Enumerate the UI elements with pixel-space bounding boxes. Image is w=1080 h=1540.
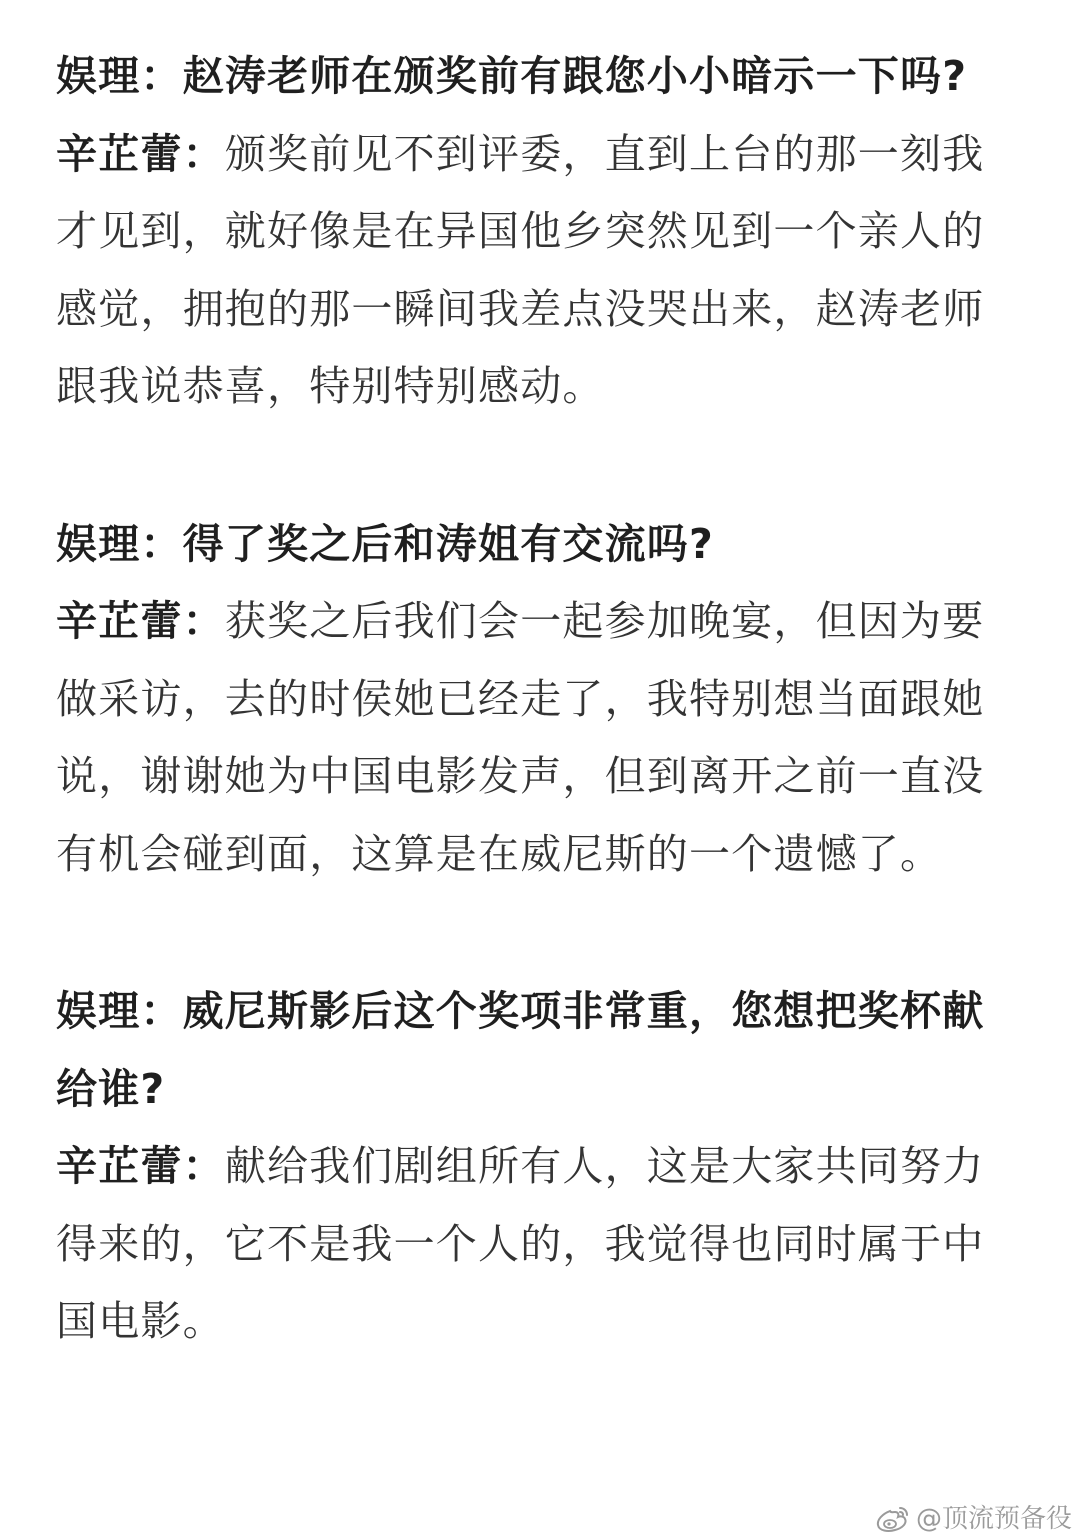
- watermark: [876, 1504, 1072, 1534]
- qa-block: [56, 38, 1026, 426]
- interviewer-label: 娱理：: [56, 52, 183, 100]
- answer-text: 颁奖前见不到评委，直到上台的那一刻我才见到，就好像是在异国他乡突然见到一个亲人的感觉，拥抱的那一瞬间我差点没哭出来，赵涛老师跟我说恭喜，特别特别感动。: [56, 129, 985, 410]
- answer: [56, 1128, 1026, 1361]
- qa-block: [56, 506, 1026, 894]
- answer-text: 献给我们剧组所有人，这是大家共同努力得来的，它不是我一个人的，我觉得也同时属于中国电影。: [56, 1142, 985, 1345]
- question-text: 赵涛老师在颁奖前有跟您小小暗示一下吗?: [182, 52, 968, 100]
- question: [56, 973, 1026, 1128]
- question: [56, 38, 1026, 116]
- weibo-icon: [876, 1505, 910, 1533]
- interviewer-label: 娱理：: [56, 987, 183, 1035]
- interviewee-label: 辛芷蕾：: [56, 1142, 225, 1190]
- interview-transcript: [56, 38, 1026, 1361]
- question-text: 得了奖之后和涛姐有交流吗?: [182, 519, 714, 568]
- question-text: 威尼斯影后这个奖项非常重，您想把奖杯献给谁?: [56, 987, 985, 1113]
- qa-block: [56, 973, 1026, 1361]
- question: [56, 506, 1026, 584]
- interviewee-label: 辛芷蕾：: [56, 129, 225, 178]
- answer: [56, 116, 1026, 426]
- answer-text: 获奖之后我们会一起参加晚宴，但因为要做采访，去的时侯她已经走了，我特别想当面跟她说，谢谢她为中国电影发声，但到离开之前一直没有机会碰到面，这算是在威尼斯的一个遗憾了。: [56, 597, 985, 878]
- answer: [56, 583, 1026, 893]
- watermark-handle: @顶流预备役: [915, 1504, 1072, 1534]
- interviewee-label: 辛芷蕾：: [56, 597, 225, 645]
- interviewer-label: 娱理：: [56, 519, 183, 568]
